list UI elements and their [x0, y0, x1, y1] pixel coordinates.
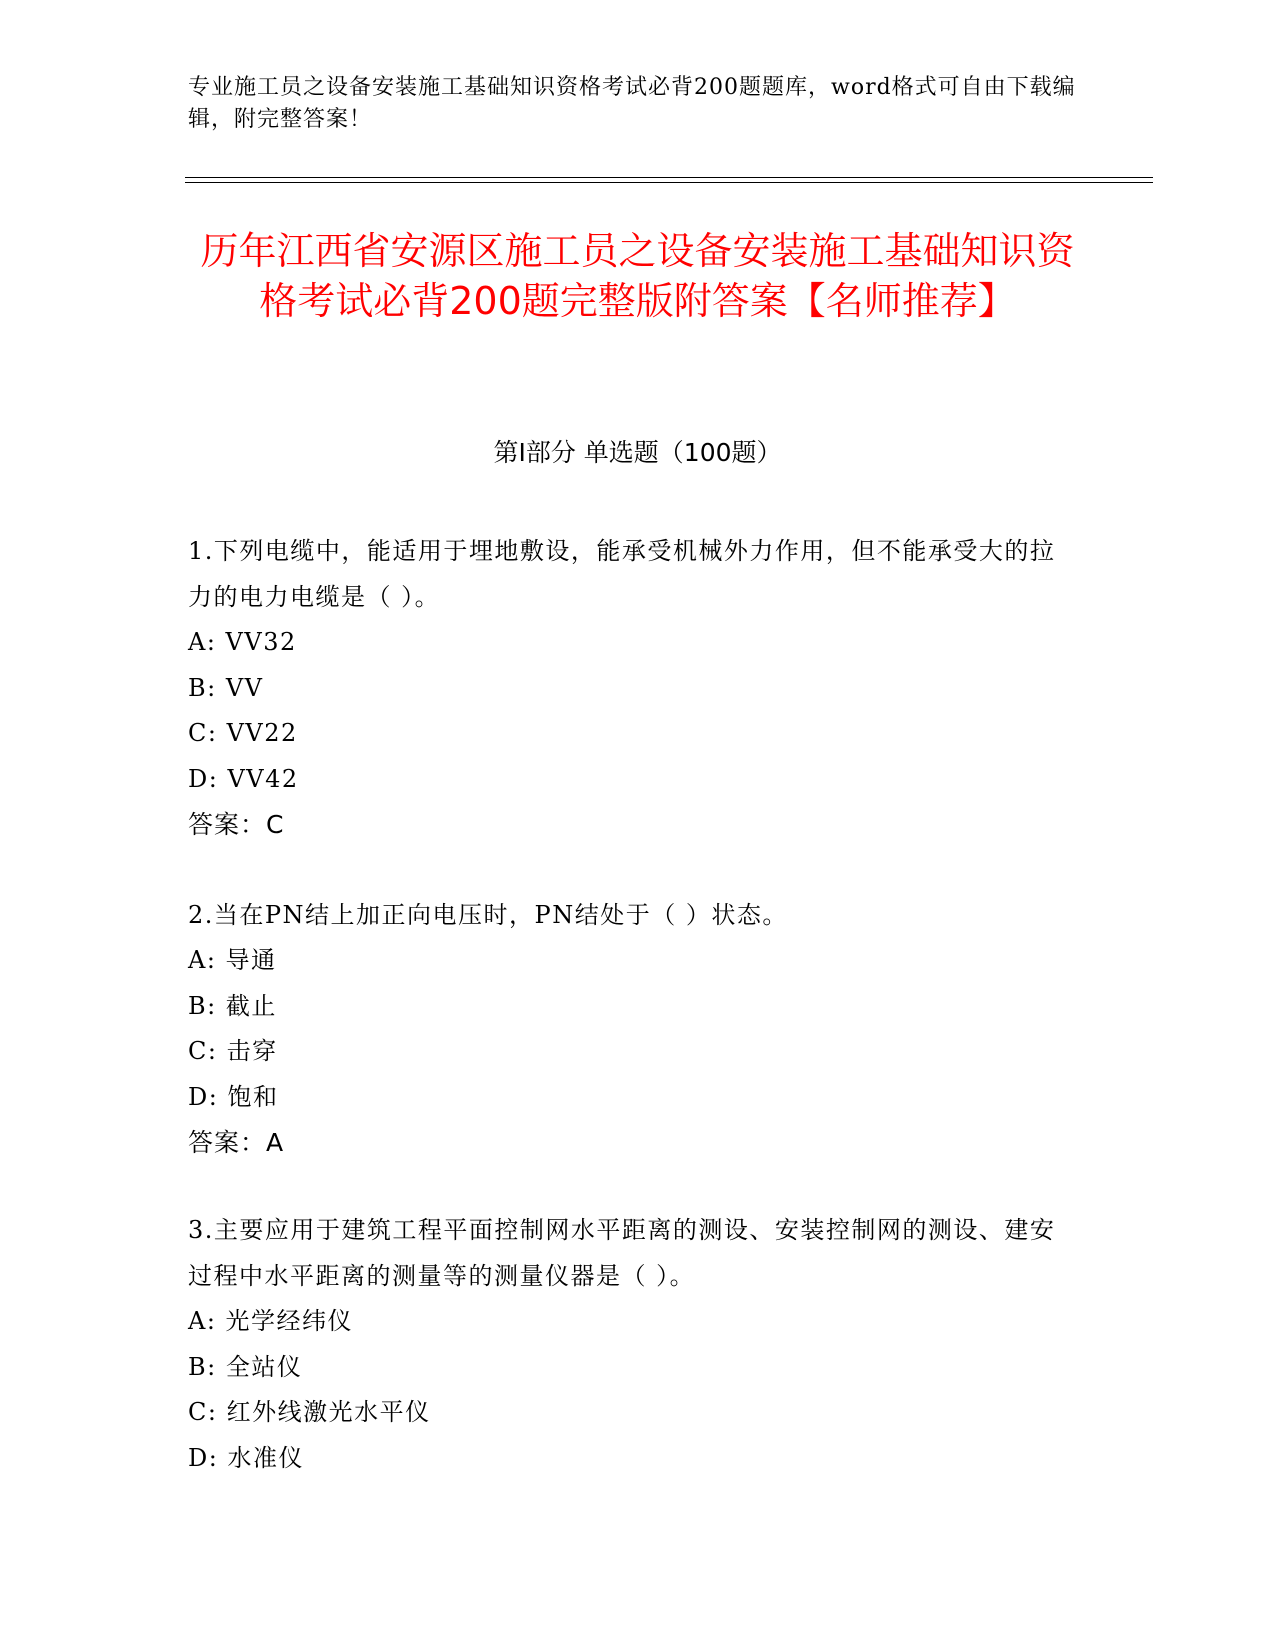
header-divider-bottom [185, 182, 1153, 183]
header-divider-top [185, 177, 1153, 178]
question-answer: 答案：C [188, 810, 285, 839]
option-c: C: 击穿 [188, 1037, 278, 1065]
header-note: 专业施工员之设备安装施工基础知识资格考试必背200题题库，word格式可自由下载编辑，附完整答案！ [188, 75, 1076, 132]
question-stem: 1.下列电缆中，能适用于埋地敷设，能承受机械外力作用，但不能承受大的拉力的电力电缆是（ ）。 [188, 537, 1056, 611]
option-d: D: VV42 [188, 764, 299, 793]
option-d: D: 饱和 [188, 1082, 279, 1111]
question-answer: 答案：A [188, 1128, 285, 1157]
option-b: B: 全站仪 [188, 1352, 303, 1381]
option-d: D: 水准仪 [188, 1443, 304, 1472]
option-a: A: 导通 [188, 946, 277, 974]
option-c: C: 红外线激光水平仪 [188, 1398, 431, 1426]
question-stem: 3.主要应用于建筑工程平面控制网水平距离的测设、安装控制网的测设、建安过程中水平距离的测量等的测量仪器是（ ）。 [188, 1216, 1056, 1290]
question-1 [188, 528, 1068, 848]
option-a: A: 光学经纬仪 [188, 1307, 354, 1335]
option-b: B: 截止 [188, 991, 277, 1020]
section-title: 第Ⅰ部分 单选题（100题） [493, 438, 782, 467]
question-stem: 2.当在PN结上加正向电压时，PN结处于（ ）状态。 [188, 901, 788, 929]
option-c: C: VV22 [188, 719, 298, 747]
option-a: A: VV32 [188, 628, 297, 656]
question-2 [188, 892, 1068, 1166]
question-3 [188, 1207, 1068, 1481]
option-b: B: VV [188, 673, 264, 702]
document-title: 历年江西省安源区施工员之设备安装施工基础知识资格考试必背200题完整版附答案【名师推荐】 [200, 229, 1075, 323]
